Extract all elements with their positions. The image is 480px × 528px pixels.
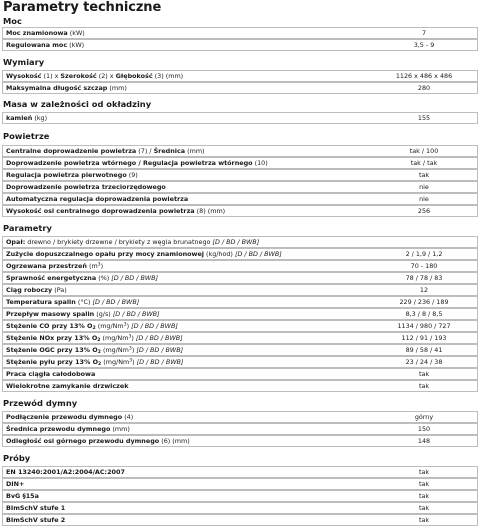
row-label	[6, 346, 101, 354]
row-label	[6, 334, 100, 342]
row-norm: [D / BD / BWB]	[136, 346, 184, 354]
row-label: Temperatura spalin	[6, 298, 76, 306]
row-sup: 3	[128, 346, 132, 352]
section-heading-przewod: Przewód dymny	[3, 398, 78, 408]
row-value: 2 / 1,9 / 1,2	[405, 250, 443, 258]
row-norm: [D / BD / BWB]	[136, 358, 184, 366]
row-unit: (8) (mm)	[194, 207, 226, 215]
row-value: tak / tak	[410, 159, 438, 167]
row-unit: (g/s)	[94, 310, 113, 318]
table-row	[2, 181, 478, 193]
row-label: Regulacja powietrza pierwotnego	[6, 171, 127, 179]
row-unit: (kg)	[32, 114, 48, 122]
table-row	[2, 70, 478, 82]
table-row	[2, 308, 478, 320]
section-heading-powietrze: Powietrze	[3, 131, 50, 141]
row-unit: )	[131, 334, 136, 342]
row-sup: 3	[123, 322, 127, 328]
row-value: tak	[418, 504, 430, 512]
row-norm: [D / BD / BWB]	[135, 334, 183, 342]
row-unit: (kW)	[67, 41, 85, 49]
row-value: tak	[418, 468, 430, 476]
row-value: 12	[419, 286, 429, 294]
row-value: 8,3 / 8 / 8,5	[405, 310, 443, 318]
table-row	[2, 466, 478, 478]
section-heading-masa: Masa w zależności od okładziny	[3, 99, 152, 109]
row-value: tak	[418, 492, 430, 500]
table-row	[2, 27, 478, 39]
row-unit: (6) (mm)	[159, 437, 190, 445]
row-label: Sprawność energetyczna	[6, 274, 97, 282]
row-value: 1134 / 980 / 727	[397, 322, 451, 330]
row-norm: [D / BD / BWB]	[131, 322, 178, 330]
row-unit: )	[132, 358, 137, 366]
row-value: 1126 x 486 x 486	[395, 72, 453, 80]
row-value: tak / 100	[409, 147, 439, 155]
table-row-fuel	[2, 236, 478, 248]
row-unit: (mg/Nm	[100, 346, 129, 354]
row-value: 256	[417, 207, 431, 215]
row-unit: (kW)	[67, 29, 85, 37]
table-row	[2, 368, 478, 380]
row-value: 7	[421, 29, 427, 37]
row-label: Szerokość	[60, 72, 97, 80]
row-value: tak	[418, 370, 430, 378]
row-value: tak	[418, 382, 430, 390]
row-norm: [D / BD / BWB]	[111, 274, 159, 282]
row-value: tak	[418, 516, 430, 524]
table-row	[2, 411, 478, 423]
row-label-text: Stężenie NOx przy 13% O	[6, 334, 98, 342]
table-row	[2, 272, 478, 284]
table-row	[2, 260, 478, 272]
section-heading-moc: Moc	[3, 16, 22, 26]
row-label: Podłączenie przewodu dymnego	[6, 413, 123, 421]
row-label: Opał:	[6, 238, 26, 246]
row-unit: (m	[86, 262, 98, 270]
row-unit: (7) /	[136, 147, 154, 155]
row-label: BImSchV stufe 1	[6, 504, 66, 512]
row-unit: )	[100, 262, 104, 270]
table-row	[2, 502, 478, 514]
row-unit: (mm)	[107, 84, 127, 92]
row-unit: (1) x	[41, 72, 61, 80]
row-label	[6, 358, 101, 366]
row-value: 280	[417, 84, 431, 92]
table-row	[2, 320, 478, 332]
row-unit: (%)	[96, 274, 112, 282]
row-label: Praca ciągła całodobowa	[6, 370, 96, 378]
row-label: Przepływ masowy spalin	[6, 310, 95, 318]
row-label: EN 13240:2001/A2:2004/AC:2007	[6, 468, 125, 476]
row-label: BvG §15a	[6, 492, 39, 500]
page-title: Parametry techniczne	[3, 0, 162, 15]
row-label: Ciąg roboczy	[6, 286, 53, 294]
table-row	[2, 205, 478, 217]
row-unit: (3) (mm)	[152, 72, 184, 80]
row-value: 148	[417, 437, 431, 445]
row-value: tak	[418, 480, 430, 488]
section-heading-wymiary: Wymiary	[3, 57, 45, 67]
row-norm: [D / BD / BWB]	[112, 310, 160, 318]
table-row	[2, 284, 478, 296]
row-label: Średnica przewodu dymnego	[6, 425, 111, 433]
row-label: Wysokość osi centralnego doprowadzenia powietrza	[6, 207, 195, 215]
row-sub: 2	[98, 362, 102, 367]
table-row	[2, 169, 478, 181]
row-label: Doprowadzenie powietrza trzeciorzędowego	[6, 183, 166, 191]
row-unit: (Pa)	[52, 286, 67, 294]
row-value: 70 - 180	[410, 262, 438, 270]
row-unit: (2) x	[96, 72, 116, 80]
row-norm: [D / BD / BWB]	[92, 298, 140, 306]
row-label: BImSchV stufe 2	[6, 516, 66, 524]
row-sub: 2	[97, 338, 101, 343]
table-row	[2, 332, 478, 344]
row-label: Automatyczna regulacja doprowadzenia powietrza	[6, 195, 189, 203]
table-row	[2, 112, 478, 124]
row-text: drewno / brykiety drzewne / brykiety z węgla brunatnego	[25, 238, 213, 246]
row-unit: )	[131, 346, 137, 354]
row-label: Wysokość	[6, 72, 42, 80]
row-label-text: Stężenie OGC przy 13% O	[6, 346, 98, 354]
row-sup: 3	[128, 334, 132, 340]
row-value: górny	[414, 413, 434, 421]
row-label: Odległość osi górnego przewodu dymnego	[6, 437, 160, 445]
row-label: DIN+	[6, 480, 25, 488]
row-label: Doprowadzenie powietrza wtórnego / Regulacja powietrza wtórnego	[6, 159, 253, 167]
row-value: 229 / 236 / 189	[399, 298, 449, 306]
row-label: Zużycie dopuszczalnego opału przy mocy znamionowej	[6, 250, 204, 258]
row-label: Ogrzewana przestrzeń	[6, 262, 87, 270]
row-label-text: Stężenie CO przy 13% O	[6, 322, 93, 330]
row-sup: 3	[97, 262, 101, 268]
row-value: 150	[417, 425, 431, 433]
row-label: Regulowana moc	[6, 41, 68, 49]
row-value: nie	[419, 195, 429, 203]
section-heading-parametry: Parametry	[3, 223, 52, 233]
table-row	[2, 157, 478, 169]
row-unit: (°C)	[75, 298, 93, 306]
table-row	[2, 423, 478, 435]
row-unit: (mg/Nm	[95, 322, 124, 330]
table-row	[2, 435, 478, 447]
row-label-text: Stężenie pyłu przy 13% O	[6, 358, 99, 366]
section-heading-proby: Próby	[3, 453, 31, 463]
table-row	[2, 296, 478, 308]
row-unit: (mm)	[110, 425, 130, 433]
table-row	[2, 514, 478, 526]
row-value: 155	[417, 114, 431, 122]
row-unit: )	[126, 322, 132, 330]
table-row	[2, 490, 478, 502]
row-sub: 2	[97, 350, 101, 355]
row-value: nie	[419, 183, 429, 191]
row-unit: (10)	[252, 159, 268, 167]
row-value: 89 / 58 / 41	[405, 346, 443, 354]
row-unit: (mg/Nm	[100, 334, 129, 342]
row-value: 23 / 24 / 38	[405, 358, 443, 366]
row-sub: 2	[92, 326, 96, 331]
row-value: 78 / 78 / 83	[405, 274, 443, 282]
table-row	[2, 356, 478, 368]
row-label: Średnica	[153, 147, 186, 155]
row-sup: 3	[129, 358, 133, 364]
row-norm: [D / BD / BWB]	[234, 250, 282, 258]
row-unit: (mg/Nm	[101, 358, 130, 366]
row-label: Maksymalna długość szczap	[6, 84, 108, 92]
row-value: 3,5 - 9	[413, 41, 435, 49]
row-label	[6, 322, 96, 330]
table-row	[2, 248, 478, 260]
row-unit: (mm)	[185, 147, 205, 155]
row-norm: [D / BD / BWB]	[212, 238, 260, 246]
table-row	[2, 39, 478, 51]
row-value: tak	[418, 171, 430, 179]
row-label: Głębokość	[115, 72, 153, 80]
table-row	[2, 344, 478, 356]
row-label: Moc znamionowa	[6, 29, 68, 37]
row-label: kamień	[6, 114, 33, 122]
table-row	[2, 145, 478, 157]
row-unit: (4)	[122, 413, 134, 421]
table-row	[2, 193, 478, 205]
row-unit: (kg/hod)	[203, 250, 235, 258]
row-label: Wielokrotne zamykanie drzwiczek	[6, 382, 129, 390]
row-label: Centralne doprowadzenie powietrza	[6, 147, 137, 155]
table-row	[2, 478, 478, 490]
table-row	[2, 380, 478, 392]
table-row	[2, 82, 478, 94]
row-value: 112 / 91 / 193	[401, 334, 447, 342]
row-unit: (9)	[126, 171, 138, 179]
